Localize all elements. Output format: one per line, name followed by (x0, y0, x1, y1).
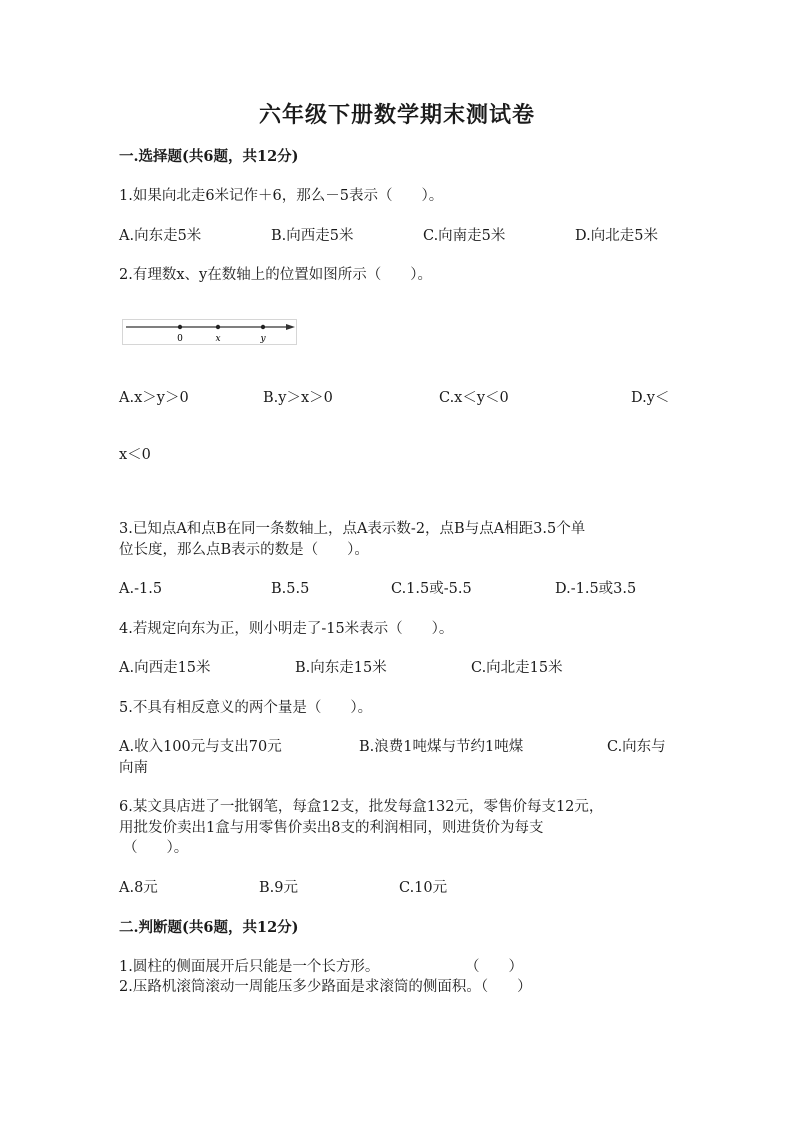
number-line-svg (123, 320, 296, 344)
question-3-option-c[interactable]: C.1.5或-5.5 (391, 581, 472, 597)
question-4-option-a[interactable]: A.向西走15米 (119, 660, 211, 676)
section-heading-judgement: 二.判断题(共6题，共12分) (119, 919, 299, 936)
question-4-stem: 4.若规定向东为正，则小明走了-15米表示（ ）。 (119, 621, 454, 637)
judgement-1-stem: 1.圆柱的侧面展开后只能是一个长方形。 (119, 959, 380, 975)
question-1-stem: 1.如果向北走6米记作＋6，那么－5表示（ ）。 (119, 188, 444, 204)
question-4-option-c[interactable]: C.向北走15米 (471, 660, 563, 676)
question-5-option-c[interactable]: C.向东与 (607, 739, 666, 755)
question-2-option-a[interactable]: A.x＞y＞0 (119, 390, 189, 406)
question-1-option-c[interactable]: C.向南走5米 (423, 228, 506, 244)
question-2-option-d-cont: x＜0 (119, 447, 151, 463)
number-line-arrow (286, 324, 295, 330)
question-6-option-a[interactable]: A.8元 (119, 880, 158, 896)
question-6-stem-line3: （ ）。 (123, 840, 189, 856)
page-title: 六年级下册数学期末测试卷 (258, 102, 535, 128)
question-3-option-d[interactable]: D.-1.5或3.5 (555, 581, 637, 597)
point-y (261, 325, 265, 329)
label-x: x (215, 334, 221, 344)
question-1-option-b[interactable]: B.向西走5米 (271, 228, 354, 244)
question-5-option-c-cont: 向南 (119, 760, 148, 776)
question-5-option-a[interactable]: A.收入100元与支出70元 (119, 739, 282, 755)
judgement-2-stem: 2.压路机滚筒滚动一周能压多少路面是求滚筒的侧面积。（ ） (119, 979, 532, 995)
question-6-stem-line2: 用批发价卖出1盒与用零售价卖出8支的利润相同，则进货价为每支 (119, 820, 544, 836)
question-3-option-b[interactable]: B.5.5 (271, 581, 310, 597)
label-y: y (260, 334, 266, 344)
question-6-option-b[interactable]: B.9元 (259, 880, 298, 896)
label-zero: 0 (177, 334, 183, 344)
question-3-option-a[interactable]: A.-1.5 (119, 581, 163, 597)
question-3-stem-line1: 3.已知点A和点B在同一条数轴上，点A表示数-2，点B与点A相距3.5个单 (119, 521, 586, 537)
question-6-option-c[interactable]: C.10元 (399, 880, 448, 896)
question-2-option-d[interactable]: D.y＜ (631, 390, 670, 406)
question-3-stem-line2: 位长度，那么点B表示的数是（ ）。 (119, 542, 369, 558)
point-x (216, 325, 220, 329)
question-2-option-b[interactable]: B.y＞x＞0 (263, 390, 333, 406)
section-heading-choice: 一.选择题(共6题，共12分) (119, 148, 299, 165)
question-1-option-a[interactable]: A.向东走5米 (119, 228, 202, 244)
question-5-option-b[interactable]: B.浪费1吨煤与节约1吨煤 (359, 739, 524, 755)
question-5-stem: 5.不具有相反意义的两个量是（ ）。 (119, 700, 373, 716)
judgement-1-answer-paren[interactable]: （ ） (465, 959, 523, 975)
question-6-stem-line1: 6.某文具店进了一批钢笔，每盒12支，批发每盒132元，零售价每支12元， (119, 799, 604, 815)
point-zero (178, 325, 182, 329)
number-line-figure (122, 319, 297, 345)
question-2-stem: 2.有理数x、y在数轴上的位置如图所示（ ）。 (119, 267, 432, 283)
question-4-option-b[interactable]: B.向东走15米 (295, 660, 387, 676)
question-2-option-c[interactable]: C.x＜y＜0 (439, 390, 509, 406)
question-1-option-d[interactable]: D.向北走5米 (575, 228, 658, 244)
